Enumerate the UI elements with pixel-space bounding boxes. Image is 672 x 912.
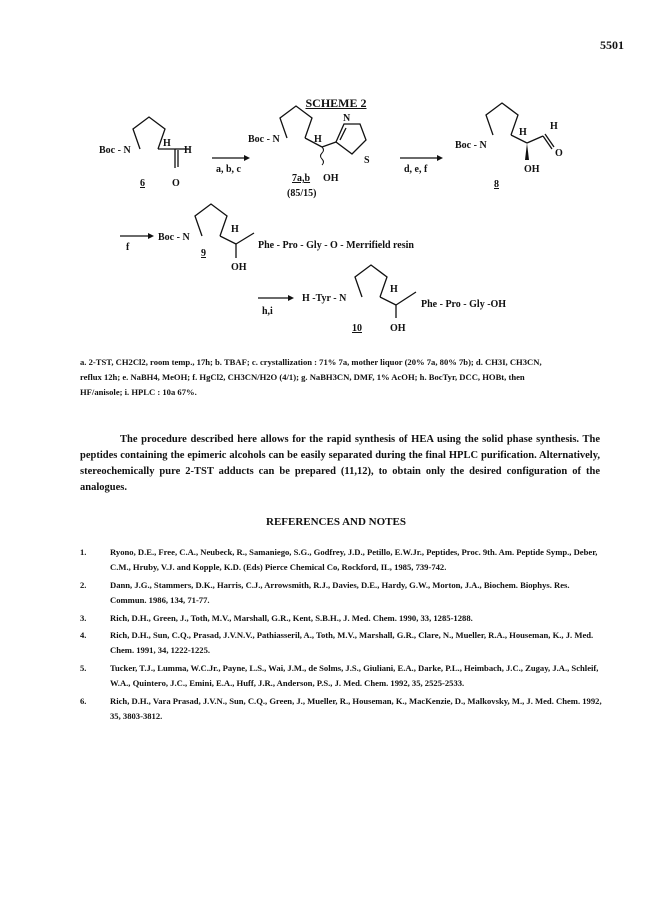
- scheme-title: SCHEME 2: [305, 96, 367, 110]
- arrow-1-reagents: a, b, c: [216, 164, 241, 175]
- pyrrolidine-ring-9: [195, 204, 227, 236]
- h-label: H: [163, 138, 171, 149]
- reference-text: Dann, J.G., Stammers, D.K., Harris, C.J., Arrowsmith, R.J., Davies, D.E., Hardy, G.W., Morton, J.A., Biochem. Biophys. Res. Commun. 1986, 134, 71-77.: [110, 579, 570, 606]
- paragraph-text: The procedure described here allows for the rapid synthesis of HEA using the solid phase synthesis. The peptides containing the epimeric alcohols can be easily separated during the final HPLC purification. Alternatively, stereochemically pure 2-TST adducts can be prepared (11,12), to obtain only the desired configuration of the analogues.: [80, 434, 600, 493]
- hydroxyl-label: OH: [524, 164, 540, 175]
- reference-item: [80, 611, 605, 626]
- boc-n-6: Boc - N: [99, 145, 131, 156]
- h-label: H: [231, 224, 239, 235]
- reference-item: [80, 628, 605, 659]
- hydroxyl-label: OH: [390, 323, 406, 334]
- boc-n-7: Boc - N: [248, 134, 280, 145]
- footnote-line: HF/anisole; i. HPLC : 10a 67%.: [80, 387, 197, 397]
- reference-number: 5.: [80, 662, 87, 673]
- reference-text: Rich, D.H., Sun, C.Q., Prasad, J.V.N.V., Pathiasseril, A., Toth, M.V., Marshall, G.R., Clare, N., Mueller, R.A., Houseman, K., J. Med. Chem. 1991, 34, 1222-1225.: [110, 630, 594, 656]
- compound-7-label: 7a,b: [292, 173, 311, 184]
- wedge-bond-8: [525, 143, 529, 160]
- page-number: 5501: [600, 38, 624, 52]
- arrowhead-4: [288, 295, 294, 301]
- reference-item: [80, 661, 605, 692]
- arrow-3-reagents: f: [126, 242, 130, 253]
- references-list: [80, 545, 605, 726]
- arrow-4-reagents: h,i: [262, 306, 273, 317]
- thiazole-n-label: N: [343, 113, 351, 124]
- reference-number: 6.: [80, 695, 87, 706]
- isomer-ratio: (85/15): [287, 188, 317, 199]
- scheme-footnote: [80, 355, 600, 400]
- h-label: H: [519, 127, 527, 138]
- arrowhead-3: [148, 233, 154, 239]
- hydroxyl-label: OH: [323, 173, 339, 184]
- pyrrolidine-ring-8: [486, 103, 518, 135]
- peptide-chain: Phe - Pro - Gly -OH: [421, 299, 507, 310]
- compound-6-label: 6: [140, 178, 145, 189]
- tyr-n-10: H -Tyr - N: [302, 293, 347, 304]
- peptide-resin-chain: Phe - Pro - Gly - O - Merrifield resin: [258, 240, 414, 251]
- hydroxyl-label: OH: [231, 262, 247, 273]
- thiazole-s-label: S: [364, 155, 370, 166]
- compound-9-label: 9: [201, 248, 206, 259]
- reference-item: [80, 545, 605, 576]
- arrow-2-reagents: d, e, f: [404, 164, 428, 175]
- reference-number: 1.: [80, 547, 87, 557]
- arrowhead-2: [437, 155, 443, 161]
- wavy-bond-7: [321, 147, 324, 165]
- pyrrolidine-ring-7: [280, 106, 312, 138]
- boc-n-9: Boc - N: [158, 232, 190, 243]
- h-label: H: [184, 145, 192, 156]
- reference-text: Tucker, T.J., Lumma, W.C.Jr., Payne, L.S., Wai, J.M., de Solms, J.S., Giuliani, E.A., Darke, P.L., Heimbach, J.C., Zugay, J.A., Schleif, W.A., Quintero, J.C., Emini, E.A., Huff, J.R., Anderson, P.S., J. Med. Chem. 1992, 35, 2525-2533.: [110, 662, 599, 689]
- references-heading: REFERENCES AND NOTES: [266, 516, 406, 528]
- reference-number: 4.: [80, 630, 87, 641]
- oxygen-label: O: [172, 178, 180, 189]
- reference-text: Rich, D.H., Vara Prasad, J.V.N., Sun, C.Q., Green, J., Mueller, R., Houseman, K., MacKenzie, D., Malkovsky, M., J. Med. Chem. 1992, 35, 3803-3812.: [110, 695, 602, 722]
- h-label: H: [390, 284, 398, 295]
- pyrrolidine-ring-6: [133, 117, 165, 149]
- arrowhead-1: [244, 155, 250, 161]
- reference-number: 3.: [80, 612, 87, 623]
- body-paragraph: [80, 432, 600, 496]
- compound-10-label: 10: [352, 323, 362, 334]
- reference-item: [80, 694, 605, 725]
- reference-number: 2.: [80, 579, 87, 590]
- reference-text: Rich, D.H., Green, J., Toth, M.V., Marshall, G.R., Kent, S.B.H., J. Med. Chem. 1990, 33, 1285-1288.: [110, 612, 473, 623]
- compound-8-label: 8: [494, 179, 499, 190]
- h-label: H: [550, 121, 558, 132]
- reaction-scheme: [0, 0, 672, 350]
- footnote-line: reflux 12h; e. NaBH4, MeOH; f. HgCl2, CH3CN/H2O (4/1); g. NaBH3CN, DMF, 1% AcOH; h. BocTyr, DCC, HOBt, then: [80, 372, 525, 382]
- oxygen-label: O: [555, 148, 563, 159]
- boc-n-8: Boc - N: [455, 140, 487, 151]
- reference-text: Ryono, D.E., Free, C.A., Neubeck, R., Samaniego, S.G., Godfrey, J.D., Petillo, E.W.Jr., Peptides, Proc. 9th. Am. Peptide Symp., Deber, C.M., Hruby, V.J. and Kopple, K.D. (Eds) Pierce Chemical Co, Rockford, IL, 1985, 739-742.: [110, 547, 598, 573]
- reference-item: [80, 578, 605, 609]
- h-label: H: [314, 134, 322, 145]
- pyrrolidine-ring-10: [355, 265, 387, 297]
- footnote-line: a. 2-TST, CH2Cl2, room temp., 17h; b. TBAF; c. crystallization : 71% 7a, mother liquor (20% 7a, 80% 7b); d. CH3I, CH3CN,: [80, 357, 542, 367]
